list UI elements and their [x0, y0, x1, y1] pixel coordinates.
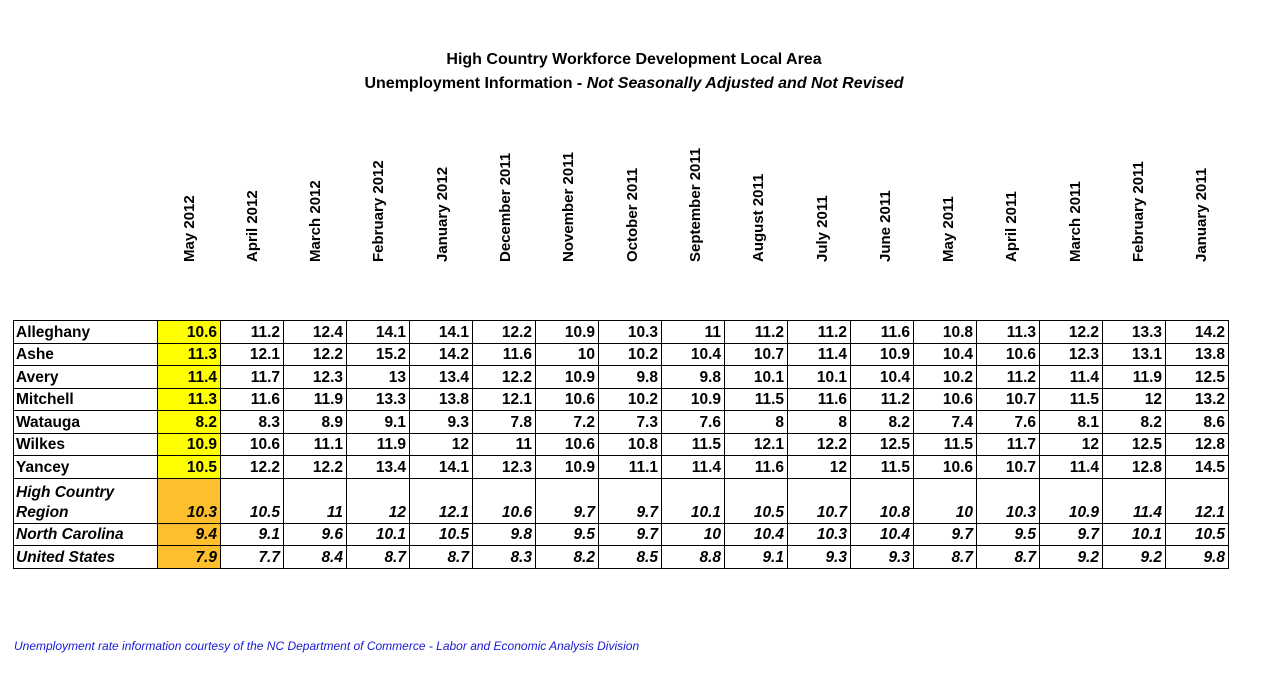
rate-cell: 10.9: [158, 433, 221, 456]
rate-cell: 10.9: [662, 388, 725, 411]
table-row: [14, 478, 1229, 523]
rate-cell: 10.2: [914, 366, 977, 389]
row-label: [14, 321, 158, 344]
month-header: [538, 140, 601, 262]
rate-cell: 10.4: [851, 523, 914, 546]
rate-cell: 11.4: [788, 343, 851, 366]
rate-cell: 9.8: [662, 366, 725, 389]
rate-cell: 13.8: [410, 388, 473, 411]
unemployment-table: [13, 320, 1229, 569]
rate-cell: 8.4: [284, 546, 347, 569]
rate-cell: 10.7: [977, 456, 1040, 479]
month-header: [664, 140, 727, 262]
month-label: December 2011: [497, 152, 514, 262]
rate-cell: 14.1: [410, 321, 473, 344]
rate-cell: 11.7: [221, 366, 284, 389]
rate-cell: 11.1: [284, 433, 347, 456]
rate-cell: 12.2: [284, 456, 347, 479]
month-header: [981, 140, 1044, 262]
rate-cell: 12.1: [221, 343, 284, 366]
rate-cell: 9.4: [158, 523, 221, 546]
rate-cell: 10.6: [221, 433, 284, 456]
rate-cell: 13.3: [1103, 321, 1166, 344]
rate-cell: 10.4: [662, 343, 725, 366]
month-label: May 2011: [940, 196, 958, 262]
rate-cell: 8: [788, 411, 851, 434]
rate-cell: 11.4: [1040, 366, 1103, 389]
rate-cell: 11.3: [158, 388, 221, 411]
rate-cell: 10.3: [977, 478, 1040, 523]
rate-cell: 15.2: [347, 343, 410, 366]
rate-cell: 11.6: [473, 343, 536, 366]
table-row: [14, 343, 1229, 366]
rate-cell: 12.2: [221, 456, 284, 479]
row-label-text: Wilkes: [16, 436, 65, 453]
rate-cell: 10.8: [851, 478, 914, 523]
month-header: [221, 140, 284, 262]
report-subtitle: [0, 74, 1268, 94]
rate-cell: 14.2: [1166, 321, 1229, 344]
rate-cell: 9.2: [1040, 546, 1103, 569]
table-row: [14, 546, 1229, 569]
rate-cell: 12: [788, 456, 851, 479]
rate-cell: 14.1: [410, 456, 473, 479]
rate-cell: 9.6: [284, 523, 347, 546]
rate-cell: 10.4: [725, 523, 788, 546]
rate-cell: 11: [284, 478, 347, 523]
rate-cell: 11.5: [851, 456, 914, 479]
rate-cell: 10.8: [914, 321, 977, 344]
rate-cell: 9.1: [347, 411, 410, 434]
rate-cell: 10.6: [536, 433, 599, 456]
row-label: [14, 433, 158, 456]
month-header: [158, 140, 221, 262]
rate-cell: 11.4: [1103, 478, 1166, 523]
rate-cell: 8.8: [662, 546, 725, 569]
rate-cell: 8.7: [914, 546, 977, 569]
rate-cell: 8: [725, 411, 788, 434]
rate-cell: 8.2: [851, 411, 914, 434]
rate-cell: 12.8: [1166, 433, 1229, 456]
rate-cell: 11.9: [347, 433, 410, 456]
rate-cell: 11.2: [725, 321, 788, 344]
rate-cell: 10.7: [977, 388, 1040, 411]
rate-cell: 10.9: [536, 321, 599, 344]
row-label-text: United States: [16, 548, 116, 566]
rate-cell: 10.9: [536, 456, 599, 479]
source-footnote: Unemployment rate information courtesy of the NC Department of Commerce - Labor and Economic Analysis Division: [14, 639, 640, 653]
rate-cell: 10.7: [788, 478, 851, 523]
subtitle-prefix: Unemployment Information -: [364, 75, 587, 92]
rate-cell: 14.2: [410, 343, 473, 366]
rate-cell: 12.2: [1040, 321, 1103, 344]
rate-cell: 11: [662, 321, 725, 344]
rate-cell: 9.5: [536, 523, 599, 546]
row-label: [14, 546, 158, 569]
rate-cell: 11.6: [851, 321, 914, 344]
rate-cell: 12.4: [284, 321, 347, 344]
month-header: [791, 140, 854, 262]
rate-cell: 10.2: [599, 388, 662, 411]
row-label: [14, 366, 158, 389]
rate-cell: 12.3: [1040, 343, 1103, 366]
subtitle-italic: Not Seasonally Adjusted and Not Revised: [586, 75, 904, 92]
rate-cell: 11.6: [221, 388, 284, 411]
rate-cell: 10.4: [851, 366, 914, 389]
table-row: [14, 321, 1229, 344]
rate-cell: 9.2: [1103, 546, 1166, 569]
month-header: [475, 140, 538, 262]
rate-cell: 12.8: [1103, 456, 1166, 479]
rate-cell: 7.3: [599, 411, 662, 434]
row-label-text: Ashe: [16, 346, 54, 363]
month-header: [348, 140, 411, 262]
rate-cell: 10.1: [1103, 523, 1166, 546]
rate-cell: 8.7: [347, 546, 410, 569]
month-label: September 2011: [686, 147, 704, 262]
rate-cell: 13.8: [1166, 343, 1229, 366]
month-label: February 2011: [1130, 161, 1147, 262]
month-header: [918, 140, 981, 262]
rate-cell: 10.1: [662, 478, 725, 523]
rate-cell: 12.5: [1103, 433, 1166, 456]
table-row: [14, 411, 1229, 434]
rate-cell: 8.6: [1166, 411, 1229, 434]
rate-cell: 9.1: [221, 523, 284, 546]
rate-cell: 12.5: [851, 433, 914, 456]
rate-cell: 12: [1103, 388, 1166, 411]
rate-cell: 10.6: [536, 388, 599, 411]
row-label-text: Mitchell: [16, 391, 74, 408]
month-header: [411, 140, 474, 262]
rate-cell: 12.1: [725, 433, 788, 456]
rate-cell: 10.5: [158, 456, 221, 479]
rate-cell: 10.3: [158, 478, 221, 523]
rate-cell: 12.2: [284, 343, 347, 366]
rate-cell: 13.4: [347, 456, 410, 479]
rate-cell: 10: [662, 523, 725, 546]
rate-cell: 9.8: [1166, 546, 1229, 569]
rate-cell: 12: [410, 433, 473, 456]
row-label: [14, 478, 158, 523]
rate-cell: 10.1: [788, 366, 851, 389]
month-label: August 2011: [750, 173, 768, 262]
month-header: [1108, 140, 1171, 262]
rate-cell: 9.5: [977, 523, 1040, 546]
rate-cell: 10.6: [473, 478, 536, 523]
rate-cell: 12.1: [473, 388, 536, 411]
rate-cell: 12.2: [788, 433, 851, 456]
rate-cell: 13: [347, 366, 410, 389]
rate-cell: 9.7: [1040, 523, 1103, 546]
rate-cell: 10.6: [158, 321, 221, 344]
rate-cell: 12.1: [410, 478, 473, 523]
rate-cell: 10.8: [599, 433, 662, 456]
rate-cell: 12.2: [473, 321, 536, 344]
rate-cell: 7.4: [914, 411, 977, 434]
rate-cell: 10.1: [347, 523, 410, 546]
rate-cell: 10.3: [788, 523, 851, 546]
rate-cell: 11.3: [158, 343, 221, 366]
row-label: [14, 343, 158, 366]
rate-cell: 10.6: [914, 388, 977, 411]
rate-cell: 12.5: [1166, 366, 1229, 389]
rate-cell: 8.2: [158, 411, 221, 434]
rate-cell: 10.6: [977, 343, 1040, 366]
row-label: [14, 456, 158, 479]
month-label: April 2011: [1003, 191, 1021, 262]
row-label-text: Yancey: [16, 458, 70, 476]
rate-cell: 9.3: [410, 411, 473, 434]
rate-cell: 12.2: [473, 366, 536, 389]
rate-cell: 8.2: [1103, 411, 1166, 434]
row-label-text: Region: [16, 503, 69, 521]
rate-cell: 11.6: [725, 456, 788, 479]
rate-cell: 12: [1040, 433, 1103, 456]
rate-cell: 9.3: [788, 546, 851, 569]
rate-cell: 10.9: [851, 343, 914, 366]
rate-cell: 8.7: [977, 546, 1040, 569]
rate-cell: 11.5: [662, 433, 725, 456]
rate-cell: 11.9: [284, 388, 347, 411]
rate-cell: 13.3: [347, 388, 410, 411]
month-label: May 2012: [180, 195, 198, 262]
rate-cell: 7.9: [158, 546, 221, 569]
rate-cell: 10.4: [914, 343, 977, 366]
rate-cell: 10.5: [221, 478, 284, 523]
rate-cell: 8.3: [221, 411, 284, 434]
rate-cell: 10.5: [725, 478, 788, 523]
rate-cell: 12.3: [284, 366, 347, 389]
table-row: [14, 433, 1229, 456]
rate-cell: 13.4: [410, 366, 473, 389]
rate-cell: 10.9: [536, 366, 599, 389]
rate-cell: 7.7: [221, 546, 284, 569]
rate-cell: 9.7: [599, 523, 662, 546]
rate-cell: 12: [347, 478, 410, 523]
rate-cell: 13.1: [1103, 343, 1166, 366]
rate-cell: 10: [914, 478, 977, 523]
rate-cell: 9.7: [914, 523, 977, 546]
rate-cell: 10.6: [914, 456, 977, 479]
rate-cell: 11.4: [662, 456, 725, 479]
rate-cell: 7.6: [977, 411, 1040, 434]
table-row: [14, 456, 1229, 479]
row-label-text: High Country: [16, 483, 115, 501]
rate-cell: 9.3: [851, 546, 914, 569]
row-label: [14, 388, 158, 411]
month-header: [728, 140, 791, 262]
rate-cell: 8.9: [284, 411, 347, 434]
rate-cell: 9.8: [599, 366, 662, 389]
month-label: July 2011: [813, 195, 831, 262]
rate-cell: 8.2: [536, 546, 599, 569]
row-label: [14, 523, 158, 546]
rate-cell: 11.2: [788, 321, 851, 344]
rate-cell: 14.5: [1166, 456, 1229, 479]
rate-cell: 10.7: [725, 343, 788, 366]
rate-cell: 9.7: [599, 478, 662, 523]
rate-cell: 11: [473, 433, 536, 456]
rate-cell: 11.2: [221, 321, 284, 344]
rate-cell: 10: [536, 343, 599, 366]
rate-cell: 8.1: [1040, 411, 1103, 434]
rate-cell: 9.7: [536, 478, 599, 523]
rate-cell: 14.1: [347, 321, 410, 344]
rate-cell: 12.3: [473, 456, 536, 479]
rate-cell: 8.3: [473, 546, 536, 569]
rate-cell: 11.2: [977, 366, 1040, 389]
rate-cell: 11.5: [725, 388, 788, 411]
rate-cell: 10.3: [599, 321, 662, 344]
month-header: [601, 140, 664, 262]
rate-cell: 13.2: [1166, 388, 1229, 411]
rate-cell: 10.9: [1040, 478, 1103, 523]
rate-cell: 10.5: [1166, 523, 1229, 546]
rate-cell: 7.8: [473, 411, 536, 434]
month-header: [854, 140, 917, 262]
rate-cell: 11.9: [1103, 366, 1166, 389]
month-label: February 2012: [370, 160, 388, 262]
table-row: [14, 523, 1229, 546]
rate-cell: 10.2: [599, 343, 662, 366]
rate-cell: 11.2: [851, 388, 914, 411]
month-label: April 2012: [243, 190, 261, 262]
rate-cell: 12.1: [1166, 478, 1229, 523]
rate-cell: 11.6: [788, 388, 851, 411]
rate-cell: 11.3: [977, 321, 1040, 344]
rate-cell: 7.6: [662, 411, 725, 434]
month-label: January 2012: [433, 166, 451, 262]
rate-cell: 11.5: [1040, 388, 1103, 411]
row-label-text: Alleghany: [16, 323, 91, 341]
rate-cell: 11.7: [977, 433, 1040, 456]
rate-cell: 11.4: [1040, 456, 1103, 479]
rate-cell: 10.5: [410, 523, 473, 546]
rate-cell: 7.2: [536, 411, 599, 434]
table-row: [14, 366, 1229, 389]
report-title: High Country Workforce Development Local Area: [446, 51, 822, 68]
rate-cell: 10.1: [725, 366, 788, 389]
month-label: March 2011: [1066, 181, 1084, 262]
row-label-text: Avery: [16, 368, 59, 386]
table-row: [14, 388, 1229, 411]
month-label: November 2011: [560, 151, 578, 262]
month-header: [1044, 140, 1107, 262]
row-label-text: North Carolina: [16, 526, 124, 543]
rate-cell: 9.1: [725, 546, 788, 569]
row-label: [14, 411, 158, 434]
month-header: [285, 140, 348, 262]
month-label: March 2012: [307, 180, 325, 262]
rate-cell: 11.5: [914, 433, 977, 456]
rate-cell: 11.4: [158, 366, 221, 389]
rate-cell: 9.8: [473, 523, 536, 546]
month-label: June 2011: [876, 190, 894, 262]
month-label: January 2011: [1193, 167, 1211, 262]
month-header: [1171, 140, 1234, 262]
month-label: October 2011: [623, 167, 641, 262]
rate-cell: 8.5: [599, 546, 662, 569]
rate-cell: 11.1: [599, 456, 662, 479]
rate-cell: 8.7: [410, 546, 473, 569]
row-label-text: Watauga: [16, 413, 81, 431]
